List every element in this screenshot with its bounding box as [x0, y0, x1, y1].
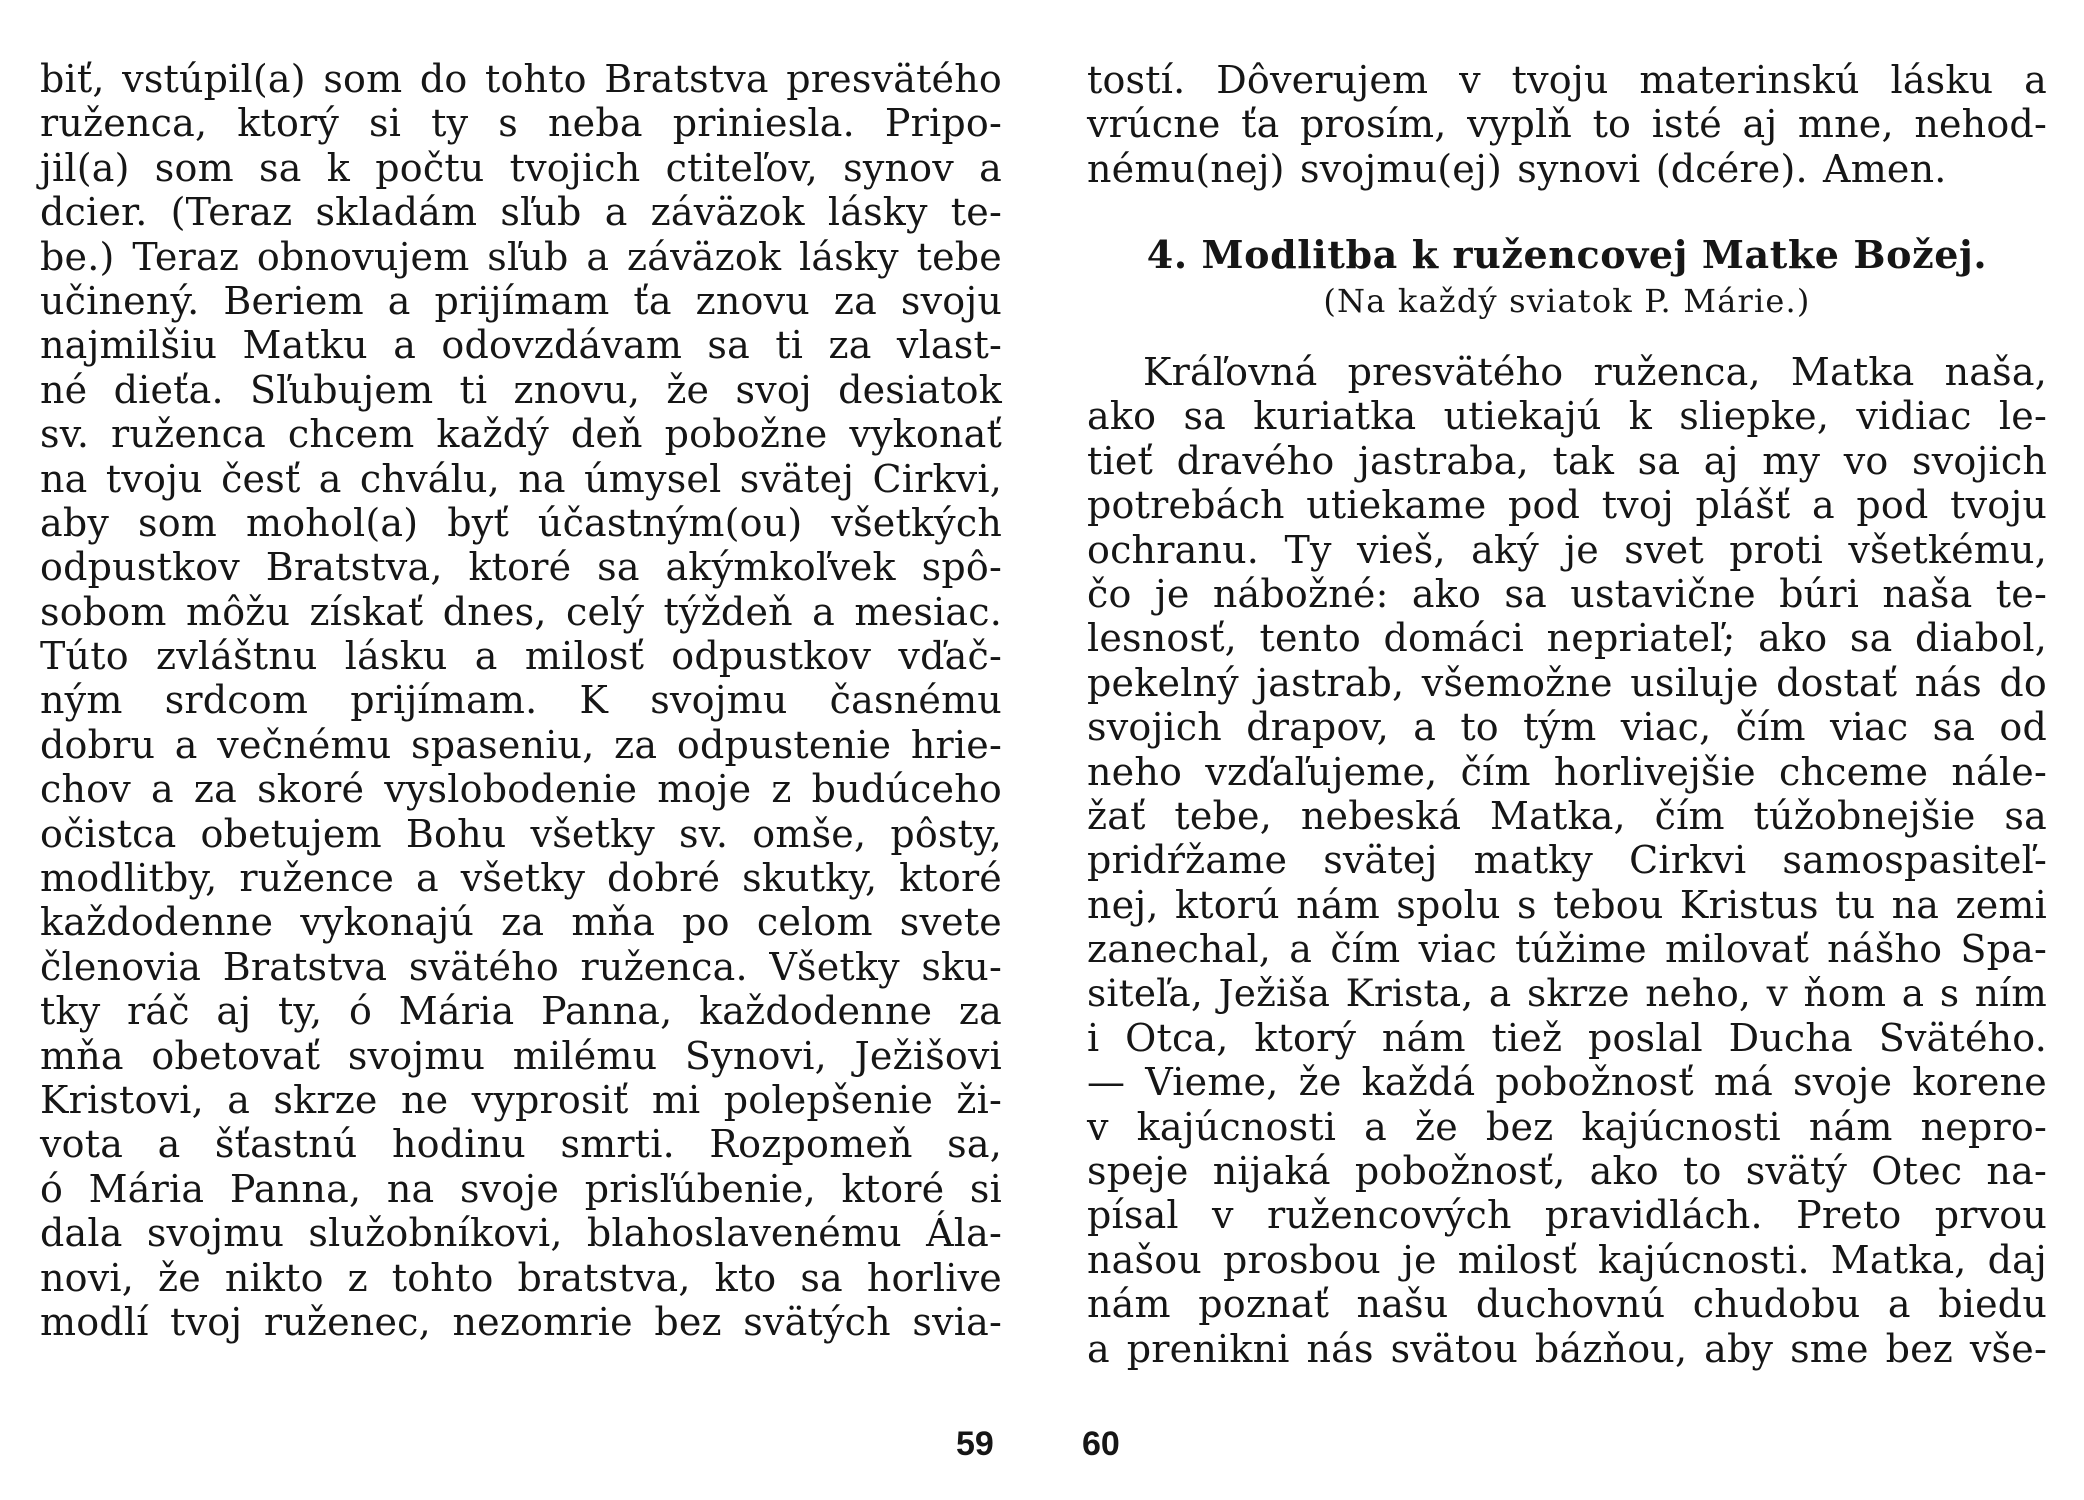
text-line: dala svojmu služobníkovi, blahoslavenému Ála-	[40, 1211, 1002, 1256]
text-line: vota a šťastnú hodinu smrti. Rozpomeň sa,	[40, 1122, 1002, 1167]
text-line: nému(nej) svojmu(ej) synovi (dcére). Amen.	[1087, 146, 1947, 191]
right-page-body-text	[1087, 350, 2047, 1371]
right-page-top-text	[1087, 58, 2047, 191]
text-line: novi, že nikto z tohto bratstva, kto sa horlive	[40, 1255, 1002, 1300]
text-line: každodenne vykonajú za mňa po celom svete	[40, 900, 1002, 945]
section-subheading: (Na každý sviatok P. Márie.)	[1323, 282, 1811, 320]
section-heading: 4. Modlitba k ružencovej Matke Božej.	[1146, 232, 1988, 277]
text-line: ako sa kuriatka utiekajú k sliepke, vidiac le-	[1087, 394, 2047, 439]
text-line: chov a za skoré vyslobodenie moje z budúceho	[40, 767, 1002, 812]
page-number: 60	[1082, 1425, 1120, 1463]
text-line: svojich drapov, a to tým viac, čím viac sa od	[1087, 705, 2047, 750]
text-line: aby som mohol(a) byť účastným(ou) všetkých	[40, 500, 1002, 545]
text-line: našou prosbou je milosť kajúcnosti. Matka, daj	[1087, 1237, 2047, 1282]
left-page-text	[40, 57, 1002, 1344]
text-line: speje nijaká pobožnosť, ako to svätý Otec na-	[1087, 1149, 2047, 1194]
text-line: členovia Bratstva svätého ruženca. Všetky sku-	[40, 944, 1002, 989]
text-line: tieť dravého jastraba, tak sa aj my vo svojich	[1087, 438, 2047, 483]
text-line: — Vieme, že každá pobožnosť má svoje korene	[1087, 1060, 2047, 1105]
text-line: sv. ruženca chcem každý deň pobožne vykonať	[40, 412, 1002, 457]
text-line: ruženca, ktorý si ty s neba priniesla. Pripo-	[40, 101, 1002, 146]
text-line: sobom môžu získať dnes, celý týždeň a mesiac.	[40, 589, 1002, 634]
text-line: modlí tvoj ruženec, nezomrie bez svätých svia-	[40, 1299, 1002, 1344]
text-line: učinený. Beriem a prijímam ťa znovu za svoju	[40, 278, 1002, 323]
text-line: mňa obetovať svojmu milému Synovi, Ježišovi	[40, 1033, 1002, 1078]
text-line: ó Mária Panna, na svoje prisľúbenie, ktoré si	[40, 1166, 1002, 1211]
text-line: zanechal, a čím viac túžime milovať nášho Spa-	[1087, 927, 2047, 972]
text-line: dobru a večnému spaseniu, za odpustenie hrie-	[40, 722, 1002, 767]
text-line: tky ráč aj ty, ó Mária Panna, každodenne za	[40, 989, 1002, 1034]
text-line: be.) Teraz obnovujem sľub a záväzok lásky tebe	[40, 234, 1002, 279]
text-line: pridŕžame svätej matky Cirkvi samospasiteľ-	[1087, 838, 2047, 883]
text-line: jil(a) som sa k počtu tvojich ctiteľov, synov a	[40, 145, 1002, 190]
right-page	[1042, 0, 2084, 1500]
text-line: na tvoju česť a chválu, na úmysel svätej Cirkvi,	[40, 456, 1002, 501]
page-number: 59	[956, 1425, 994, 1463]
text-line: biť, vstúpil(a) som do tohto Bratstva presvätého	[40, 57, 1002, 101]
text-line: pekelný jastrab, všemožne usiluje dostať nás do	[1087, 660, 2047, 705]
text-line: žať tebe, nebeská Matka, čím túžobnejšie sa	[1087, 793, 2047, 838]
text-line: tostí. Dôverujem v tvoju materinskú lásku a	[1087, 58, 2047, 102]
text-line: ochranu. Ty vieš, aký je svet proti všetkému,	[1087, 527, 2047, 572]
text-line: lesnosť, tento domáci nepriateľ; ako sa diabol,	[1087, 616, 2047, 661]
text-line: Kristovi, a skrze ne vyprosiť mi polepšenie ži-	[40, 1077, 1002, 1122]
text-line: né dieťa. Sľubujem ti znovu, že svoj desiatok	[40, 367, 1002, 412]
text-line: odpustkov Bratstva, ktoré sa akýmkoľvek spô-	[40, 545, 1002, 590]
text-line: čo je nábožné: ako sa ustavične búri naša te-	[1087, 571, 2047, 616]
text-line: neho vzďaľujeme, čím horlivejšie chceme nále-	[1087, 749, 2047, 794]
text-line: Kráľovná presvätého ruženca, Matka naša,	[1143, 350, 2047, 394]
text-line: písal v ružencových pravidlách. Preto prvou	[1087, 1193, 2047, 1238]
text-line: najmilšiu Matku a odovzdávam sa ti za vlast-	[40, 323, 1002, 368]
text-line: dcier. (Teraz skladám sľub a záväzok lásky te-	[40, 190, 1002, 235]
text-line: Túto zvláštnu lásku a milosť odpustkov vďač-	[40, 634, 1002, 679]
text-line: a prenikni nás svätou bázňou, aby sme bez vše-	[1087, 1326, 2047, 1371]
text-line: vrúcne ťa prosím, vyplň to isté aj mne, nehod-	[1087, 102, 2047, 147]
text-line: potrebách utiekame pod tvoj plášť a pod tvoju	[1087, 483, 2047, 528]
text-line: ným srdcom prijímam. K svojmu časnému	[40, 678, 1002, 723]
text-line: v kajúcnosti a že bez kajúcnosti nám nepro-	[1087, 1104, 2047, 1149]
text-line: očistca obetujem Bohu všetky sv. omše, pôsty,	[40, 811, 1002, 856]
text-line: modlitby, ružence a všetky dobré skutky, ktoré	[40, 856, 1002, 901]
text-line: i Otca, ktorý nám tiež poslal Ducha Svätého.	[1087, 1015, 2047, 1060]
text-line: nám poznať našu duchovnú chudobu a biedu	[1087, 1282, 2047, 1327]
text-line: siteľa, Ježiša Krista, a skrze neho, v ňom a s ním	[1087, 971, 2047, 1016]
text-line: nej, ktorú nám spolu s tebou Kristus tu na zemi	[1087, 882, 2047, 927]
